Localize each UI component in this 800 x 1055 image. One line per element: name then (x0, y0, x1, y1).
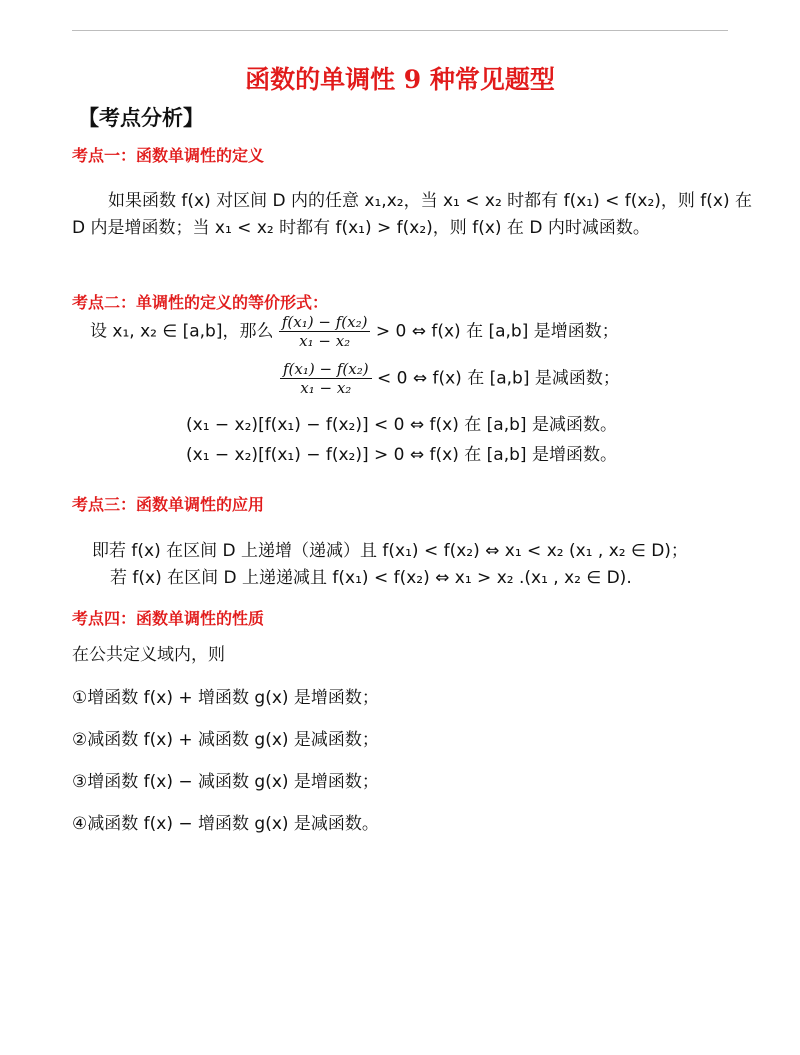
analysis-heading: 【考点分析】 (78, 106, 204, 130)
equiv-tail-1: > 0 ⇔ f(x) 在 [a,b] 是增函数； (375, 321, 619, 342)
page-title: 函数的单调性 9 种常见题型 (245, 65, 555, 94)
frac-numerator-1: f(x₁) − f(x₂) (279, 313, 371, 332)
equiv-line-1 (90, 313, 619, 350)
frac-denominator-2: x₁ − x₂ (300, 379, 352, 397)
equiv-line-2 (280, 360, 620, 397)
difference-quotient-2 (280, 360, 372, 397)
frac-denominator-1: x₁ − x₂ (299, 332, 351, 350)
difference-quotient-1 (279, 313, 371, 350)
top-divider (72, 30, 728, 31)
section-1-line-1: 如果函数 f(x) 对区间 D 内的任意 x₁,x₂，当 x₁ < x₂ 时都有 f(x₁) < f(x₂)，则 f(x) 在 (108, 191, 753, 211)
equiv-line-4: (x₁ − x₂)[f(x₁) − f(x₂)] > 0 ⇔ f(x) 在 [a,b] 是增函数。 (186, 445, 617, 465)
section-3-line-2: 若 f(x) 在区间 D 上递递减且 f(x₁) < f(x₂) ⇔ x₁ > x₂ .(x₁ , x₂ ∈ D). (110, 568, 632, 588)
section-4-heading: 考点四：函数单调性的性质 (72, 609, 265, 628)
section-3-heading: 考点三：函数单调性的应用 (72, 495, 265, 514)
section-2-heading: 考点二：单调性的定义的等价形式： (72, 293, 329, 312)
property-item-3: ③增函数 f(x) − 减函数 g(x) 是增函数； (72, 772, 379, 792)
property-item-4: ④减函数 f(x) − 增函数 g(x) 是减函数。 (72, 814, 379, 834)
section-3-line-1: 即若 f(x) 在区间 D 上递增（递减）且 f(x₁) < f(x₂) ⇔ x₁ < x₂ (x₁ , x₂ ∈ D)； (92, 541, 688, 561)
section-4-intro: 在公共定义域内，则 (72, 645, 225, 665)
section-1-heading: 考点一：函数单调性的定义 (72, 146, 265, 165)
section-1-line-2: D 内是增函数；当 x₁ < x₂ 时都有 f(x₁) > f(x₂)，则 f(x) 在 D 内时减函数。 (72, 218, 650, 238)
property-item-1: ①增函数 f(x) + 增函数 g(x) 是增函数； (72, 688, 379, 708)
frac-numerator-2: f(x₁) − f(x₂) (280, 360, 372, 379)
property-item-2: ②减函数 f(x) + 减函数 g(x) 是减函数； (72, 730, 379, 750)
equiv-tail-2: < 0 ⇔ f(x) 在 [a,b] 是减函数； (376, 368, 620, 389)
equiv-line-3: (x₁ − x₂)[f(x₁) − f(x₂)] < 0 ⇔ f(x) 在 [a,b] 是减函数。 (186, 415, 617, 435)
equiv-lead: 设 x₁, x₂ ∈ [a,b]，那么 (90, 321, 274, 342)
